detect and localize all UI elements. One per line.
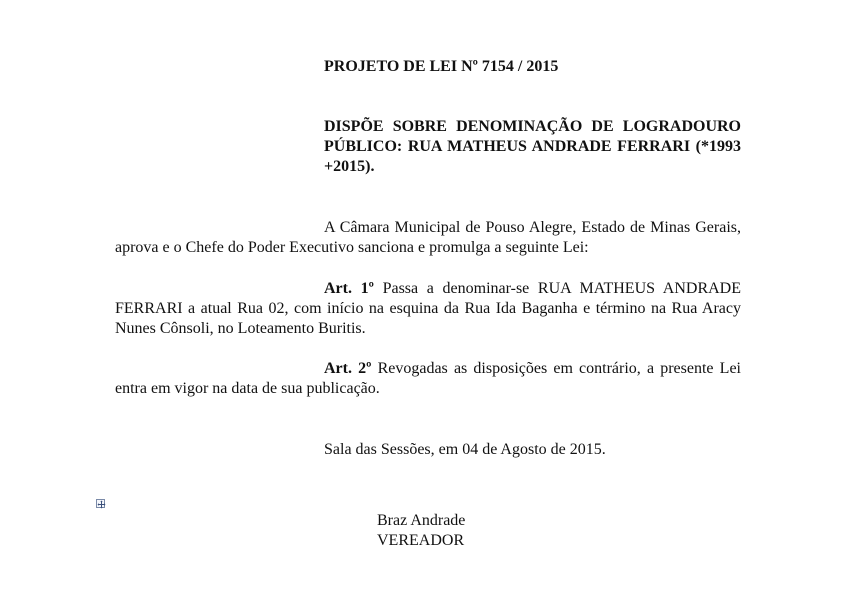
article-2-label: Art. 2º	[324, 360, 372, 377]
article-2-text: Revogadas as disposições em contrário, a presente Lei entra em vigor na data de sua publicação.	[115, 360, 741, 397]
move-handle-icon[interactable]	[96, 499, 105, 508]
bill-summary: DISPÕE SOBRE DENOMINAÇÃO DE LOGRADOURO PÚBLICO: RUA MATHEUS ANDRADE FERRARI (*1993 +2015).	[324, 118, 741, 175]
article-1-label: Art. 1º	[324, 280, 374, 297]
article-2-paragraph	[115, 359, 741, 399]
preamble-text: A Câmara Municipal de Pouso Alegre, Estado de Minas Gerais, aprova e o Chefe do Poder Executivo sanciona e promulga a seguinte Lei:	[115, 219, 741, 256]
bill-title: PROJETO DE LEI Nº 7154 / 2015	[324, 58, 559, 75]
signature-block	[377, 511, 465, 551]
article-1-text: Passa a denominar-se RUA MATHEUS ANDRADE FERRARI a atual Rua 02, com início na esquina da Rua Ida Baganha e término na Rua Aracy Nunes Cônsoli, no Loteamento Buritis.	[115, 280, 742, 337]
article-1-paragraph	[115, 279, 741, 339]
closing-line: Sala das Sessões, em 04 de Agosto de 2015.	[324, 441, 606, 458]
move-arrows-icon	[97, 500, 106, 509]
preamble-paragraph	[115, 218, 741, 258]
signer-name: Braz Andrade	[377, 512, 466, 529]
signer-role: VEREADOR	[377, 532, 465, 549]
